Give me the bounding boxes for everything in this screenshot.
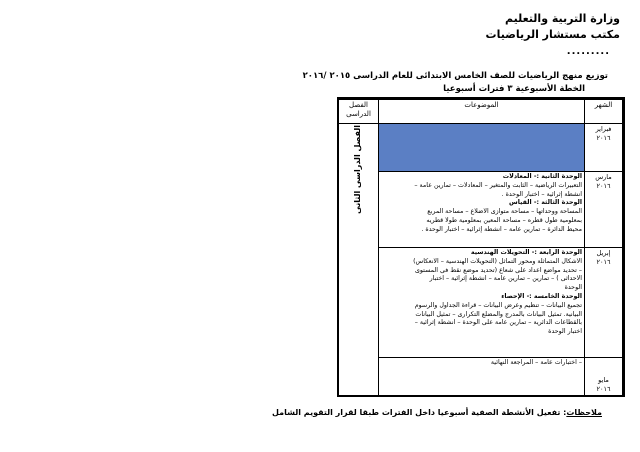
topic-line: – اختبارات عامة – المراجعة النهائية	[490, 359, 582, 366]
topic-line: – تحديد مواضع أعداد على شعاع (تحديد موضع نقط فى المستوى	[414, 266, 582, 274]
topic-line: الوحدة	[564, 284, 582, 292]
table-header-row	[339, 100, 623, 124]
header-semester: الفصل الدراسى	[339, 100, 379, 124]
table-row-april	[339, 248, 623, 358]
notes-label: ملاحظات	[566, 408, 602, 417]
semester-label: الفصل الدراسى الثانى	[353, 125, 363, 214]
month-name: فبراير	[595, 125, 612, 133]
topic-line: الوحدة الرابعة :- التحويلات الهندسية	[470, 249, 582, 256]
notes-text: : تفعيل الأنشطة الصفية أسبوعيا داخل الفترات طبقا لقرار التقويم الشامل	[272, 408, 567, 417]
topic-line: الوحدة الثالثة :- القياس	[509, 199, 582, 207]
decorative-dots: .........	[566, 46, 610, 57]
document-title: توزيع منهج الرياضيات للصف الخامس الابتدائى للعام الدراسى ٢٠١٥ /٢٠١٦	[302, 71, 608, 81]
month-year: ٢٠١٦	[596, 134, 611, 142]
semester-cell	[339, 124, 379, 396]
header-month: الشهر	[585, 100, 623, 124]
topic-line: تجميع البيانات – تنظيم وعرض البيانات – قراءة الجداول والرسوم	[414, 301, 582, 309]
topic-line: أنشطة إثرائية – اختبار الوحدة .	[501, 190, 582, 198]
month-name: مايو	[598, 376, 609, 384]
topic-line: بالقطاعات الدائرية – تمارين عامة على الوحدة – أنشطة إثرائية –	[414, 319, 582, 327]
month-cell	[585, 358, 623, 396]
month-cell	[585, 248, 623, 358]
table-row-may	[339, 358, 623, 396]
topic-line: الوحدة الثانية :- المعادلات	[502, 173, 582, 180]
ministry-name: وزارة التربية والتعليم	[505, 12, 620, 25]
office-name: مكتب مستشار الرياضيات	[485, 28, 620, 41]
topic-line: الاحداثى ) – تمارين – تمارين عامة – أنشطة إثرائية – اختبار	[429, 275, 582, 283]
curriculum-table-frame	[337, 97, 625, 397]
topics-cell	[379, 248, 585, 358]
month-cell	[585, 124, 623, 172]
month-name: إبريل	[596, 249, 611, 257]
topic-line: الوحدة الخامسة :- الإحصاء	[501, 292, 582, 300]
empty-topic-cell	[379, 124, 585, 172]
header-topics: الموضوعات	[379, 100, 585, 124]
table-row-february	[339, 124, 623, 172]
topic-line: اختبار الوحدة	[548, 328, 582, 336]
document-subtitle: الخطة الأسبوعية ٣ فترات أسبوعيا	[443, 84, 585, 94]
topic-line: بمعلومية طول قطره – مساحة المعين بمعلومية طولا قطريه	[426, 216, 582, 224]
topics-cell	[379, 172, 585, 248]
topic-line: التعبيرات الرياضية – الثابت والمتغير – المعادلات – تمارين عامة –	[414, 181, 582, 189]
topic-line: الأشكال المتماثلة ومحور التماثل (التحويلات الهندسية – الانعكاس)	[413, 257, 582, 265]
month-year: ٢٠١٦	[596, 385, 611, 393]
topic-line: المساحة ووحداتها – مساحة متوازى الأضلاع – مساحة المربع	[427, 208, 582, 216]
month-year: ٢٠١٦	[596, 182, 611, 190]
month-name: مارس	[595, 173, 612, 181]
curriculum-table	[338, 99, 623, 396]
month-year: ٢٠١٦	[596, 258, 611, 266]
month-cell	[585, 172, 623, 248]
topic-line: البيانية. تمثيل البيانات بالمدرج والمضلع التكرارى – تمثيل البيانات	[415, 310, 582, 318]
notes-line	[272, 408, 602, 417]
table-row-march	[339, 172, 623, 248]
topic-line: محيط الدائرة – تمارين عامة – أنشطة إثرائية – اختبار الوحدة .	[421, 225, 582, 233]
topics-cell	[379, 358, 585, 396]
